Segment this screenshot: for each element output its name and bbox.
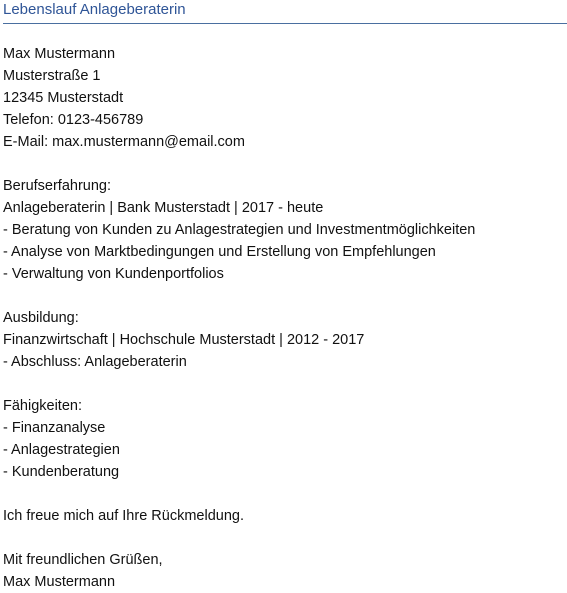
closing-greeting: Mit freundlichen Grüßen, xyxy=(3,552,163,568)
skills-section xyxy=(3,395,563,483)
list-item: - Abschluss: Anlageberaterin xyxy=(3,354,187,370)
contact-block xyxy=(3,43,563,153)
list-item: - Analyse von Marktbedingungen und Erstellung von Empfehlungen xyxy=(3,244,436,260)
signature-block xyxy=(3,549,563,593)
skills-heading: Fähigkeiten: xyxy=(3,398,82,414)
list-item: - Finanzanalyse xyxy=(3,420,106,436)
spacer xyxy=(3,483,563,505)
education-heading: Ausbildung: xyxy=(3,310,79,326)
list-item: - Beratung von Kunden zu Anlagestrategien und Investmentmöglichkeiten xyxy=(3,222,476,238)
spacer xyxy=(3,373,563,395)
spacer xyxy=(3,153,563,175)
list-item: - Verwaltung von Kundenportfolios xyxy=(3,266,224,282)
spacer xyxy=(3,285,563,307)
list-item: - Anlagestrategien xyxy=(3,442,120,458)
document-body xyxy=(3,43,563,593)
document-title: Lebenslauf Anlageberaterin xyxy=(3,1,186,18)
spacer xyxy=(3,527,563,549)
contact-phone: Telefon: 0123-456789 xyxy=(3,112,144,128)
experience-section xyxy=(3,175,563,285)
signature-name: Max Mustermann xyxy=(3,574,116,590)
education-program: Finanzwirtschaft | Hochschule Musterstadt | 2012 - 2017 xyxy=(3,332,365,348)
experience-position: Anlageberaterin | Bank Musterstadt | 2017 - heute xyxy=(3,200,324,216)
contact-email: E-Mail: max.mustermann@email.com xyxy=(3,134,245,150)
contact-name: Max Mustermann xyxy=(3,46,116,62)
contact-city: 12345 Musterstadt xyxy=(3,90,124,106)
experience-heading: Berufserfahrung: xyxy=(3,178,112,194)
closing-sentence: Ich freue mich auf Ihre Rückmeldung. xyxy=(3,508,244,524)
contact-street: Musterstraße 1 xyxy=(3,68,101,84)
education-section xyxy=(3,307,563,373)
title-underline xyxy=(3,23,567,24)
list-item: - Kundenberatung xyxy=(3,464,120,480)
